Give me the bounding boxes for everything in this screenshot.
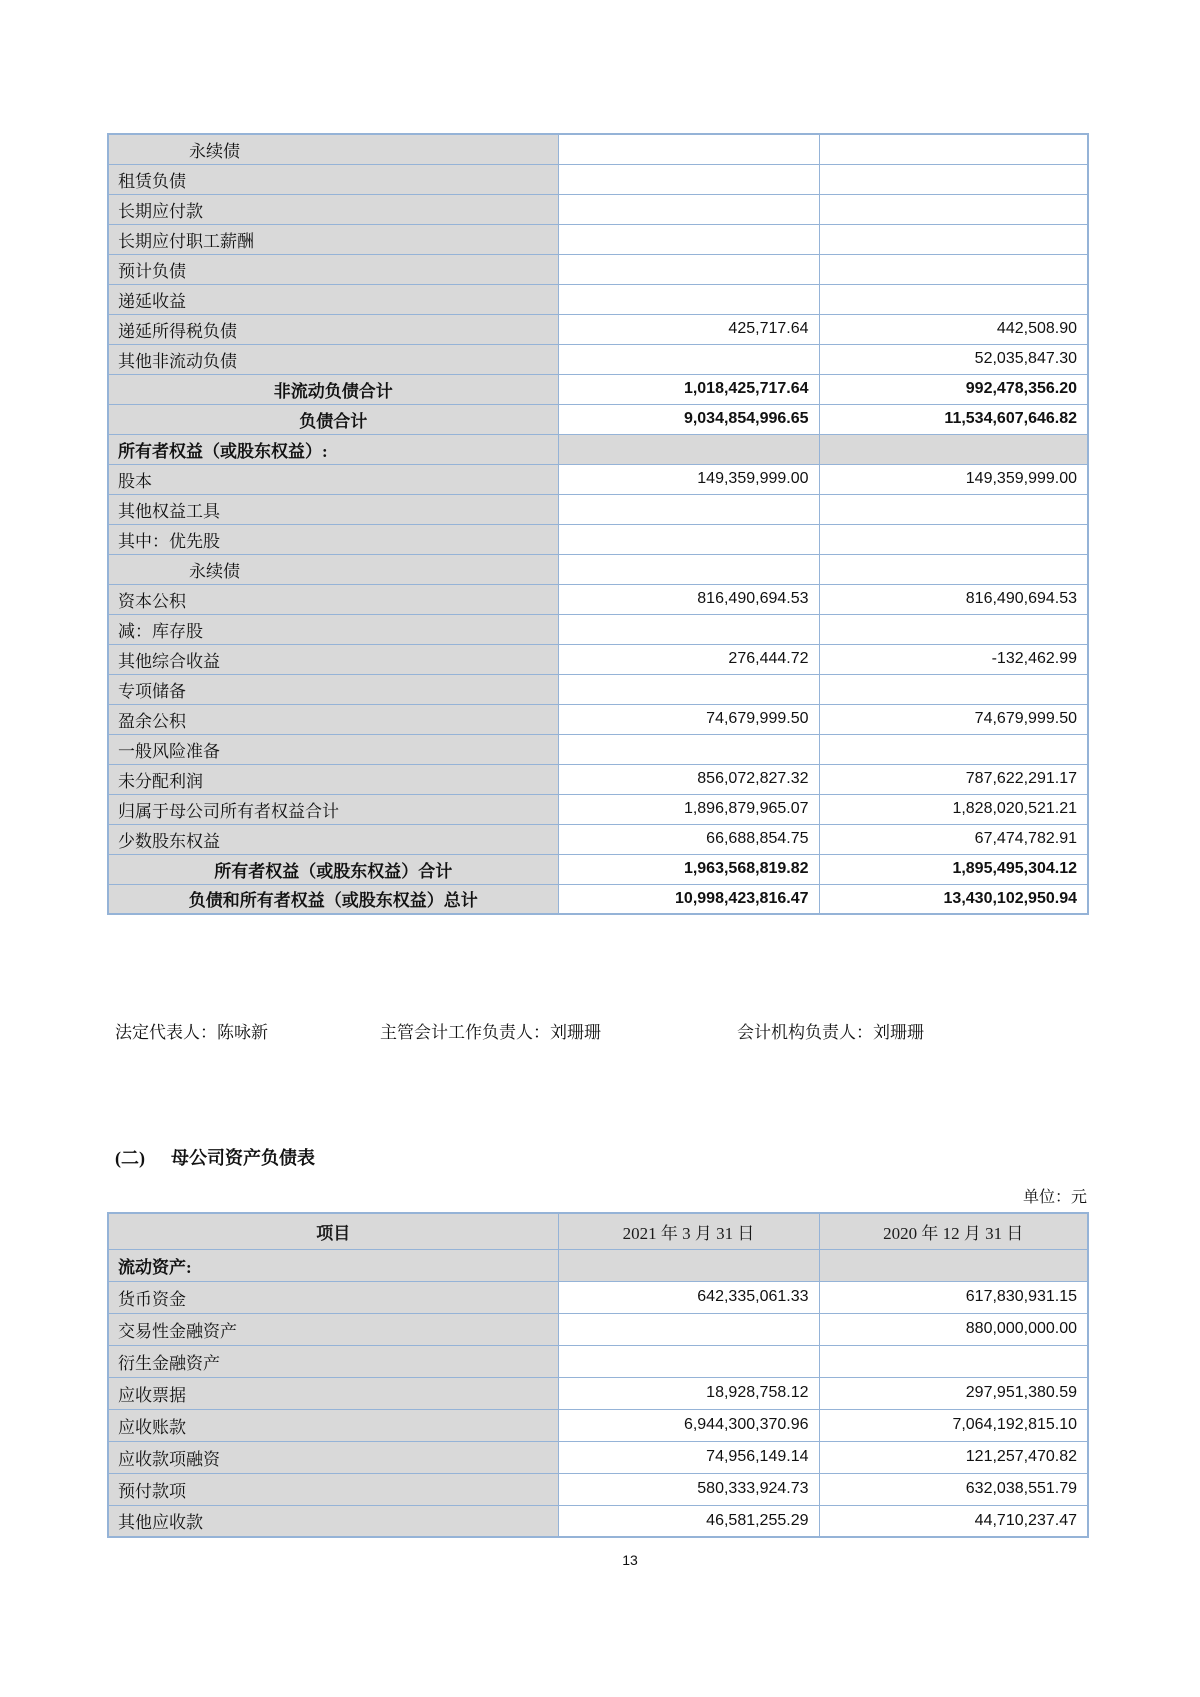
value-2021-03-31: 74,956,149.14: [558, 1441, 819, 1473]
value-2020-12-31: [819, 224, 1088, 254]
item-label: 其他综合收益: [108, 644, 558, 674]
section-number: (二): [115, 1148, 145, 1168]
value-2021-03-31: [558, 524, 819, 554]
value-2021-03-31: 10,998,423,816.47: [558, 884, 819, 914]
value-2021-03-31: 580,333,924.73: [558, 1473, 819, 1505]
value-2021-03-31: [558, 134, 819, 164]
item-label: 永续债: [108, 134, 558, 164]
value-2021-03-31: 9,034,854,996.65: [558, 404, 819, 434]
item-label: 衍生金融资产: [108, 1345, 558, 1377]
page-number: 13: [622, 1552, 638, 1568]
item-label: 非流动负债合计: [108, 374, 558, 404]
value-2020-12-31: [819, 494, 1088, 524]
table-row: [108, 1313, 1088, 1345]
value-2020-12-31: 149,359,999.00: [819, 464, 1088, 494]
item-label: 负债合计: [108, 404, 558, 434]
table-row: [108, 764, 1088, 794]
value-2020-12-31: 787,622,291.17: [819, 764, 1088, 794]
item-label: 盈余公积: [108, 704, 558, 734]
value-2021-03-31: 1,018,425,717.64: [558, 374, 819, 404]
table-row-total: [108, 404, 1088, 434]
value-2020-12-31: [819, 554, 1088, 584]
item-label: 货币资金: [108, 1281, 558, 1313]
table-row: [108, 524, 1088, 554]
legal-representative: 法定代表人：陈咏新: [115, 1023, 268, 1042]
chief-accounting-officer: 主管会计工作负责人：刘珊珊: [380, 1023, 601, 1042]
table-row: [108, 1441, 1088, 1473]
value-2021-03-31: 856,072,827.32: [558, 764, 819, 794]
item-label: 一般风险准备: [108, 734, 558, 764]
item-label: 资本公积: [108, 584, 558, 614]
value-2020-12-31: 617,830,931.15: [819, 1281, 1088, 1313]
item-label: 减：库存股: [108, 614, 558, 644]
liabilities-equity-table: [107, 133, 1089, 915]
value-2021-03-31: [558, 494, 819, 524]
table-row: [108, 554, 1088, 584]
value-2020-12-31: [819, 194, 1088, 224]
item-label: 负债和所有者权益（或股东权益）总计: [108, 884, 558, 914]
value-2021-03-31: 276,444.72: [558, 644, 819, 674]
column-header-2021-03-31: 2021 年 3 月 31 日: [558, 1213, 819, 1249]
value-2020-12-31: [819, 134, 1088, 164]
item-label: 预付款项: [108, 1473, 558, 1505]
value-2021-03-31: [558, 194, 819, 224]
value-2020-12-31: 1,895,495,304.12: [819, 854, 1088, 884]
value-2020-12-31: 13,430,102,950.94: [819, 884, 1088, 914]
table-row: [108, 824, 1088, 854]
item-label: 递延所得税负债: [108, 314, 558, 344]
value-2021-03-31: [558, 344, 819, 374]
item-label: 流动资产:: [108, 1249, 558, 1281]
value-2021-03-31: 642,335,061.33: [558, 1281, 819, 1313]
table-header-row: [108, 1213, 1088, 1249]
item-label: 租赁负债: [108, 164, 558, 194]
item-label: 递延收益: [108, 284, 558, 314]
item-label: 其他应收款: [108, 1505, 558, 1537]
value-2021-03-31: 425,717.64: [558, 314, 819, 344]
item-label: 其中：优先股: [108, 524, 558, 554]
value-2020-12-31: [819, 524, 1088, 554]
value-2020-12-31: 67,474,782.91: [819, 824, 1088, 854]
table-row: [108, 194, 1088, 224]
table-row: [108, 674, 1088, 704]
value-2020-12-31: [819, 674, 1088, 704]
table-row: [108, 704, 1088, 734]
value-2020-12-31: 1,828,020,521.21: [819, 794, 1088, 824]
table-row: [108, 254, 1088, 284]
accounting-department-head: 会计机构负责人：刘珊珊: [737, 1023, 924, 1042]
value-2020-12-31: [819, 284, 1088, 314]
value-2020-12-31: 880,000,000.00: [819, 1313, 1088, 1345]
section-heading: [115, 1144, 315, 1170]
table-row: [108, 614, 1088, 644]
value-2021-03-31: [558, 674, 819, 704]
item-label: 所有者权益（或股东权益）合计: [108, 854, 558, 884]
value-2020-12-31: 11,534,607,646.82: [819, 404, 1088, 434]
item-label: 股本: [108, 464, 558, 494]
parent-balance-sheet-table: [107, 1212, 1089, 1538]
value-2021-03-31: 1,896,879,965.07: [558, 794, 819, 824]
item-label: 归属于母公司所有者权益合计: [108, 794, 558, 824]
value-2020-12-31: 121,257,470.82: [819, 1441, 1088, 1473]
value-2021-03-31: [558, 164, 819, 194]
table-row: [108, 1473, 1088, 1505]
value-2021-03-31: [558, 1313, 819, 1345]
value-2021-03-31: [558, 434, 819, 464]
item-label: 其他非流动负债: [108, 344, 558, 374]
item-label: 永续债: [108, 554, 558, 584]
table-row: [108, 734, 1088, 764]
value-2020-12-31: [819, 734, 1088, 764]
value-2020-12-31: 7,064,192,815.10: [819, 1409, 1088, 1441]
value-2021-03-31: [558, 1249, 819, 1281]
item-label: 其他权益工具: [108, 494, 558, 524]
table-row: [108, 644, 1088, 674]
item-label: 长期应付款: [108, 194, 558, 224]
value-2020-12-31: -132,462.99: [819, 644, 1088, 674]
table-row: [108, 344, 1088, 374]
unit-label: 单位：元: [1022, 1189, 1087, 1206]
value-2021-03-31: 6,944,300,370.96: [558, 1409, 819, 1441]
value-2021-03-31: 18,928,758.12: [558, 1377, 819, 1409]
table-row: [108, 1409, 1088, 1441]
item-label: 应收款项融资: [108, 1441, 558, 1473]
value-2021-03-31: [558, 254, 819, 284]
value-2020-12-31: 297,951,380.59: [819, 1377, 1088, 1409]
table-row: [108, 464, 1088, 494]
value-2021-03-31: 46,581,255.29: [558, 1505, 819, 1537]
value-2021-03-31: [558, 224, 819, 254]
table-row: [108, 1345, 1088, 1377]
value-2021-03-31: 816,490,694.53: [558, 584, 819, 614]
value-2020-12-31: [819, 1249, 1088, 1281]
item-label: 少数股东权益: [108, 824, 558, 854]
value-2021-03-31: [558, 614, 819, 644]
table-row: [108, 314, 1088, 344]
value-2020-12-31: 52,035,847.30: [819, 344, 1088, 374]
value-2020-12-31: [819, 254, 1088, 284]
value-2020-12-31: [819, 1345, 1088, 1377]
item-label: 长期应付职工薪酬: [108, 224, 558, 254]
value-2020-12-31: 632,038,551.79: [819, 1473, 1088, 1505]
table-row: [108, 1377, 1088, 1409]
table-row: [108, 494, 1088, 524]
table-row: [108, 284, 1088, 314]
table-row: [108, 134, 1088, 164]
table-row: [108, 1281, 1088, 1313]
value-2021-03-31: 1,963,568,819.82: [558, 854, 819, 884]
value-2021-03-31: [558, 554, 819, 584]
item-label: 未分配利润: [108, 764, 558, 794]
table-row: [108, 794, 1088, 824]
section-title: 母公司资产负债表: [171, 1148, 315, 1168]
value-2020-12-31: 816,490,694.53: [819, 584, 1088, 614]
item-label: 交易性金融资产: [108, 1313, 558, 1345]
table-row-section: [108, 434, 1088, 464]
table-row: [108, 1505, 1088, 1537]
value-2021-03-31: [558, 734, 819, 764]
value-2020-12-31: [819, 434, 1088, 464]
value-2020-12-31: [819, 164, 1088, 194]
table-row-total: [108, 854, 1088, 884]
column-header-2020-12-31: 2020 年 12 月 31 日: [819, 1213, 1088, 1249]
value-2021-03-31: [558, 284, 819, 314]
value-2021-03-31: 66,688,854.75: [558, 824, 819, 854]
value-2020-12-31: [819, 614, 1088, 644]
value-2020-12-31: 74,679,999.50: [819, 704, 1088, 734]
item-label: 专项储备: [108, 674, 558, 704]
item-label: 应收账款: [108, 1409, 558, 1441]
table-row-section: [108, 1249, 1088, 1281]
value-2021-03-31: [558, 1345, 819, 1377]
value-2020-12-31: 442,508.90: [819, 314, 1088, 344]
signature-line: [107, 1018, 1087, 1044]
table-row: [108, 584, 1088, 614]
table-row-total: [108, 374, 1088, 404]
table-row-total: [108, 884, 1088, 914]
value-2021-03-31: 74,679,999.50: [558, 704, 819, 734]
item-label: 预计负债: [108, 254, 558, 284]
value-2021-03-31: 149,359,999.00: [558, 464, 819, 494]
item-label: 应收票据: [108, 1377, 558, 1409]
value-2020-12-31: 44,710,237.47: [819, 1505, 1088, 1537]
table-row: [108, 164, 1088, 194]
value-2020-12-31: 992,478,356.20: [819, 374, 1088, 404]
item-label: 所有者权益（或股东权益）:: [108, 434, 558, 464]
table-row: [108, 224, 1088, 254]
column-header-item: 项目: [108, 1213, 558, 1249]
